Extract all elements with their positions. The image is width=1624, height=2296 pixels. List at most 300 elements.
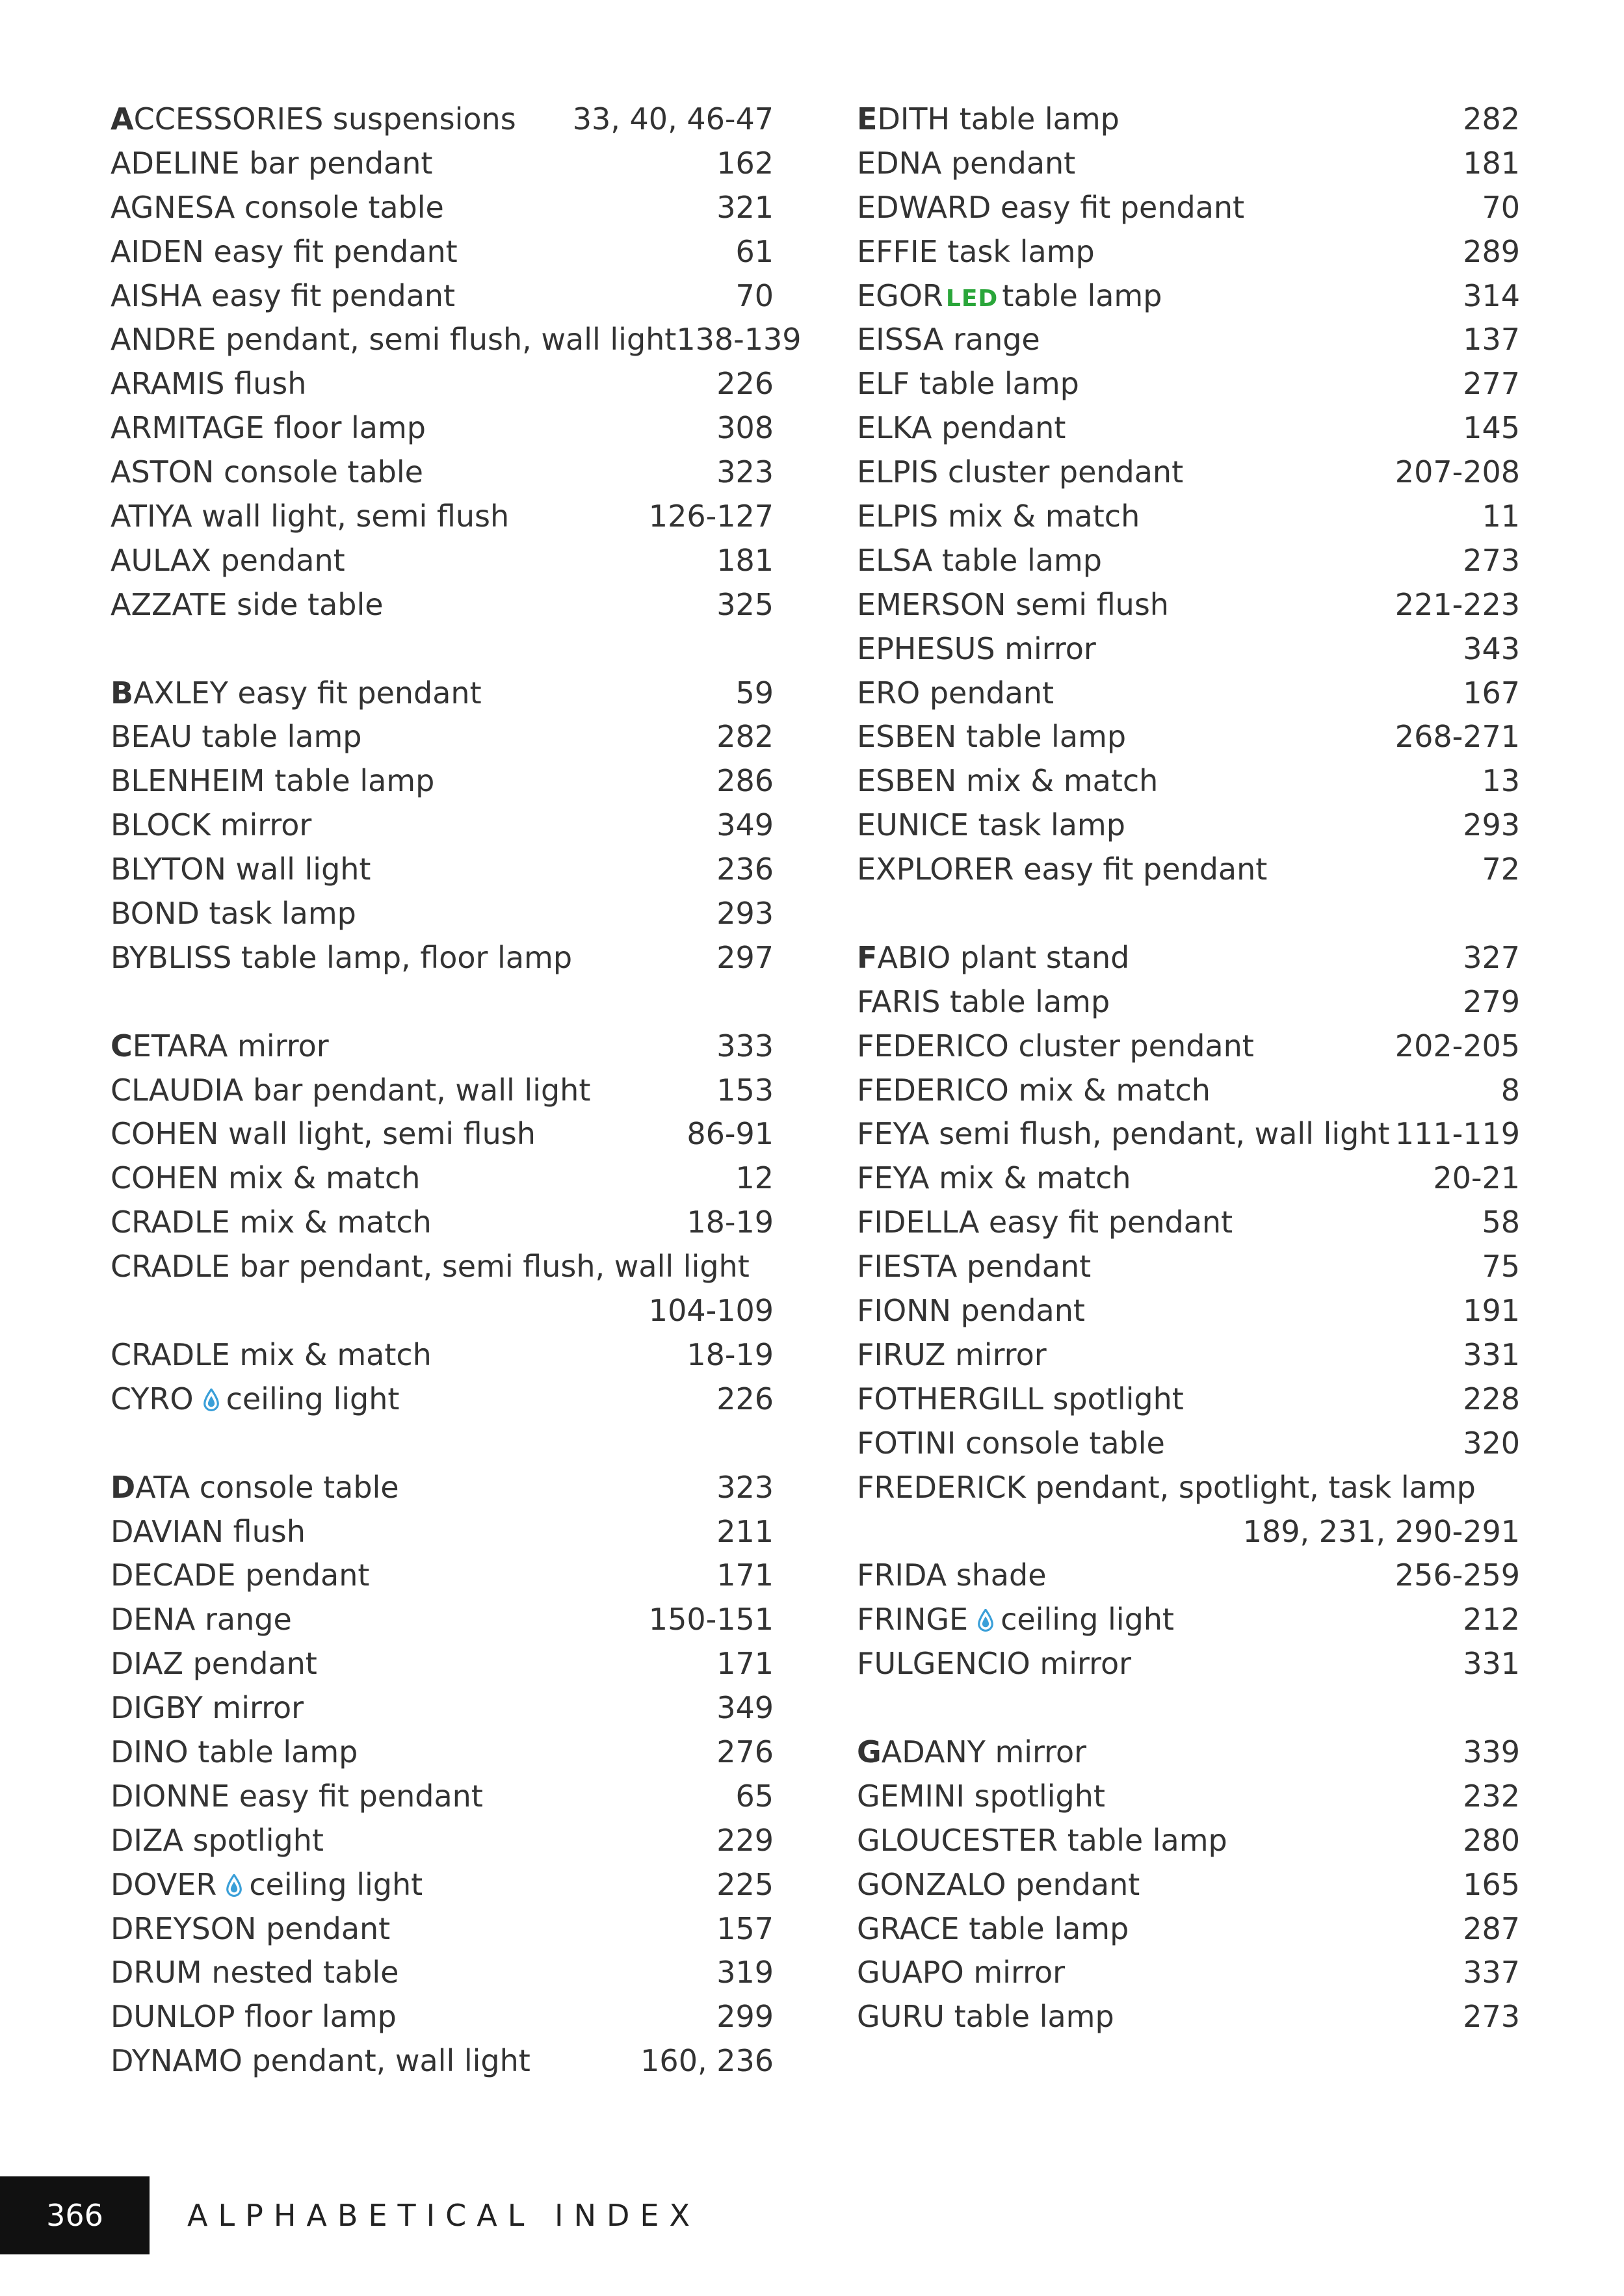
entry-pages: 75 bbox=[1482, 1249, 1520, 1285]
entry-pages: 236 bbox=[716, 852, 774, 887]
section-initial-letter: B bbox=[111, 675, 134, 711]
index-entry bbox=[857, 1156, 1520, 1201]
entry-pages: 86-91 bbox=[687, 1116, 774, 1152]
entry-pages: 319 bbox=[716, 1955, 774, 1990]
entry-pages: 167 bbox=[1463, 675, 1520, 711]
index-entry bbox=[111, 1201, 774, 1245]
index-entry bbox=[111, 1377, 774, 1422]
entry-name bbox=[111, 672, 482, 716]
entry-pages: 337 bbox=[1463, 1955, 1520, 1990]
section-initial-letter: F bbox=[857, 939, 878, 975]
entry-title: DIZA spotlight bbox=[111, 1822, 324, 1858]
entry-pages: 349 bbox=[716, 1690, 774, 1726]
entry-title: FOTHERGILL spotlight bbox=[857, 1381, 1184, 1416]
entry-title: EDWARD easy fit pendant bbox=[857, 189, 1245, 225]
entry-pages: 70 bbox=[735, 278, 774, 313]
entry-title: DENA range bbox=[111, 1602, 292, 1637]
entry-title: AGNESA console table bbox=[111, 189, 444, 225]
index-entry bbox=[857, 1069, 1520, 1113]
entry-title: EUNICE task lamp bbox=[857, 807, 1125, 843]
entry-pages: 72 bbox=[1482, 852, 1520, 887]
entry-title: FRIDA shade bbox=[857, 1558, 1047, 1593]
index-entry bbox=[857, 230, 1520, 274]
entry-pages: 225 bbox=[716, 1866, 774, 1902]
index-entry bbox=[857, 1245, 1520, 1289]
entry-title: BYBLISS table lamp, floor lamp bbox=[111, 939, 573, 975]
entry-pages: 331 bbox=[1463, 1337, 1520, 1372]
entry-title-suffix: ceiling light bbox=[226, 1381, 400, 1416]
index-entry bbox=[857, 583, 1520, 627]
entry-name bbox=[857, 980, 1110, 1024]
entry-title: CCESSORIES suspensions bbox=[133, 101, 516, 137]
entry-title: EISSA range bbox=[857, 322, 1040, 358]
section-initial-letter: D bbox=[111, 1469, 136, 1505]
entry-pages: 33, 40, 46-47 bbox=[572, 101, 774, 137]
index-entry bbox=[111, 362, 774, 406]
index-entry bbox=[857, 1333, 1520, 1377]
entry-pages: 308 bbox=[716, 410, 774, 446]
entry-title: ARAMIS flush bbox=[111, 366, 307, 402]
entry-name bbox=[111, 362, 306, 406]
entry-pages: 207-208 bbox=[1395, 454, 1520, 490]
entry-pages: 282 bbox=[1463, 101, 1520, 137]
index-column-right bbox=[857, 98, 1520, 2039]
entry-pages: 331 bbox=[1463, 1646, 1520, 1682]
entry-pages: 286 bbox=[716, 763, 774, 799]
entry-name bbox=[111, 1554, 369, 1598]
entry-pages: 339 bbox=[1463, 1734, 1520, 1769]
entry-pages: 343 bbox=[1463, 631, 1520, 666]
index-entry bbox=[857, 98, 1520, 142]
entry-pages: 276 bbox=[716, 1734, 774, 1769]
entry-name bbox=[857, 1642, 1131, 1686]
index-entry bbox=[857, 1377, 1520, 1422]
entry-pages: 138-139 bbox=[676, 322, 802, 358]
entry-title: GUAPO mirror bbox=[857, 1955, 1066, 1990]
entry-pages: 181 bbox=[1463, 145, 1520, 181]
index-entry bbox=[857, 1730, 1520, 1775]
entry-name bbox=[111, 1333, 432, 1377]
entry-pages: 320 bbox=[1463, 1425, 1520, 1461]
entry-name bbox=[111, 715, 362, 759]
section-initial-letter: A bbox=[111, 101, 134, 137]
entry-pages: 13 bbox=[1482, 763, 1520, 799]
water-drop-icon bbox=[203, 1389, 220, 1412]
entry-title: FEDERICO cluster pendant bbox=[857, 1028, 1254, 1063]
entry-name bbox=[857, 1156, 1131, 1201]
entry-title: ARMITAGE floor lamp bbox=[111, 410, 426, 446]
index-entry bbox=[857, 1466, 1520, 1510]
entry-pages: 171 bbox=[716, 1558, 774, 1593]
index-entry bbox=[111, 1554, 774, 1598]
index-column-left bbox=[111, 98, 802, 2083]
index-entry bbox=[857, 627, 1520, 672]
index-entry bbox=[857, 1422, 1520, 1466]
index-entry bbox=[111, 892, 774, 936]
section-initial-letter: G bbox=[857, 1734, 882, 1769]
entry-title: ESBEN mix & match bbox=[857, 763, 1159, 799]
entry-pages: 126-127 bbox=[648, 499, 774, 534]
entry-title: AIDEN easy fit pendant bbox=[111, 233, 458, 269]
letter-spacer bbox=[111, 1422, 774, 1466]
index-entry bbox=[111, 759, 774, 803]
entry-name bbox=[857, 1819, 1227, 1863]
entry-pages: 221-223 bbox=[1395, 586, 1520, 622]
entry-name bbox=[857, 362, 1079, 406]
entry-name bbox=[111, 1024, 329, 1069]
entry-name bbox=[111, 1245, 750, 1289]
entry-name bbox=[111, 1377, 399, 1422]
entry-title: FIDELLA easy fit pendant bbox=[857, 1205, 1233, 1240]
entry-title: COHEN wall light, semi flush bbox=[111, 1116, 536, 1152]
index-entry bbox=[857, 1863, 1520, 1907]
entry-name bbox=[857, 1863, 1140, 1907]
entry-pages: 297 bbox=[716, 939, 774, 975]
entry-pages: 160, 236 bbox=[640, 2043, 774, 2079]
entry-title: ADANY mirror bbox=[881, 1734, 1087, 1769]
index-entry bbox=[857, 406, 1520, 450]
index-entry bbox=[111, 1112, 774, 1156]
entry-title: ATA console table bbox=[135, 1469, 399, 1505]
entry-title: ESBEN table lamp bbox=[857, 719, 1127, 755]
entry-pages: 18-19 bbox=[687, 1205, 774, 1240]
entry-name bbox=[857, 1951, 1065, 1995]
index-entry bbox=[111, 274, 774, 319]
index-entry bbox=[111, 1863, 774, 1907]
entry-title: EGOR bbox=[857, 278, 943, 313]
entry-name bbox=[111, 1907, 390, 1951]
entry-name bbox=[857, 1554, 1047, 1598]
entry-title: CYRO bbox=[111, 1381, 194, 1416]
index-entry bbox=[111, 1907, 774, 1951]
entry-title: ASTON console table bbox=[111, 454, 423, 490]
entry-title-suffix: ceiling light bbox=[249, 1866, 423, 1902]
entry-title: DIONNE easy fit pendant bbox=[111, 1778, 483, 1814]
entry-name bbox=[857, 1377, 1184, 1422]
index-entry bbox=[857, 1819, 1520, 1863]
entry-title: FREDERICK pendant, spotlight, task lamp bbox=[857, 1469, 1476, 1505]
letter-spacer bbox=[857, 892, 1520, 936]
entry-title: FOTINI console table bbox=[857, 1425, 1165, 1461]
index-entry bbox=[111, 142, 774, 186]
entry-title: ELKA pendant bbox=[857, 410, 1066, 446]
entry-name bbox=[111, 1775, 483, 1819]
index-entry bbox=[111, 1642, 774, 1686]
entry-name bbox=[111, 1156, 420, 1201]
entry-pages: 211 bbox=[716, 1513, 774, 1549]
index-entry bbox=[857, 1201, 1520, 1245]
entry-title: DOVER bbox=[111, 1866, 217, 1902]
entry-title: ELPIS mix & match bbox=[857, 499, 1140, 534]
entry-name bbox=[111, 1863, 423, 1907]
entry-name bbox=[857, 495, 1140, 539]
entry-name bbox=[857, 583, 1169, 627]
entry-name bbox=[111, 98, 516, 142]
entry-pages: 327 bbox=[1463, 939, 1520, 975]
entry-name bbox=[857, 1775, 1105, 1819]
entry-name bbox=[111, 1598, 292, 1642]
entry-name bbox=[111, 1995, 397, 2039]
entry-pages: 325 bbox=[716, 586, 774, 622]
entry-name bbox=[857, 230, 1095, 274]
entry-pages: 226 bbox=[716, 366, 774, 402]
entry-pages: 226 bbox=[716, 1381, 774, 1416]
entry-pages: 268-271 bbox=[1395, 719, 1520, 755]
index-entry bbox=[111, 1951, 774, 1995]
entry-pages: 323 bbox=[716, 454, 774, 490]
index-entry bbox=[857, 1951, 1520, 1995]
entry-name bbox=[857, 1333, 1047, 1377]
entry-title: ADELINE bar pendant bbox=[111, 145, 433, 181]
entry-pages: 20-21 bbox=[1433, 1160, 1520, 1196]
entry-name bbox=[111, 1112, 536, 1156]
entry-title: DIAZ pendant bbox=[111, 1646, 317, 1682]
entry-pages: 202-205 bbox=[1395, 1028, 1520, 1063]
entry-title: DAVIAN flush bbox=[111, 1513, 306, 1549]
entry-pages: 273 bbox=[1463, 542, 1520, 578]
entry-name bbox=[857, 1422, 1165, 1466]
entry-pages: 280 bbox=[1463, 1822, 1520, 1858]
index-entry bbox=[857, 715, 1520, 759]
entry-title: BEAU table lamp bbox=[111, 719, 362, 755]
entry-pages: 157 bbox=[716, 1911, 774, 1946]
letter-spacer bbox=[857, 1686, 1520, 1730]
entry-title: COHEN mix & match bbox=[111, 1160, 421, 1196]
entry-title: EMERSON semi flush bbox=[857, 586, 1169, 622]
entry-name bbox=[857, 142, 1075, 186]
entry-name bbox=[111, 318, 676, 362]
entry-name bbox=[111, 1951, 399, 1995]
entry-title: GLOUCESTER table lamp bbox=[857, 1822, 1227, 1858]
entry-title: CRADLE bar pendant, semi flush, wall light bbox=[111, 1249, 750, 1285]
index-entry bbox=[111, 715, 774, 759]
entry-title: BLYTON wall light bbox=[111, 852, 371, 887]
entry-title: AISHA easy fit pendant bbox=[111, 278, 456, 313]
entry-name bbox=[857, 715, 1126, 759]
entry-name bbox=[857, 1069, 1211, 1113]
entry-name bbox=[857, 539, 1102, 583]
index-entry bbox=[111, 186, 774, 230]
entry-name bbox=[111, 450, 423, 495]
entry-pages: 293 bbox=[1463, 807, 1520, 843]
entry-pages: 273 bbox=[1463, 1999, 1520, 2035]
entry-pages: 282 bbox=[716, 719, 774, 755]
entry-pages: 229 bbox=[716, 1822, 774, 1858]
entry-name bbox=[857, 450, 1183, 495]
index-entry bbox=[857, 450, 1520, 495]
index-entry bbox=[111, 936, 774, 980]
index-entry bbox=[111, 583, 774, 627]
entry-title: ABIO plant stand bbox=[877, 939, 1130, 975]
index-entry bbox=[857, 1598, 1520, 1642]
index-entry bbox=[857, 142, 1520, 186]
entry-pages: 18-19 bbox=[687, 1337, 774, 1372]
entry-pages: 12 bbox=[735, 1160, 774, 1196]
entry-name bbox=[111, 1466, 399, 1510]
index-entry bbox=[111, 1024, 774, 1069]
entry-title: FIONN pendant bbox=[857, 1293, 1085, 1329]
entry-title: DIGBY mirror bbox=[111, 1690, 304, 1726]
entry-title: FARIS table lamp bbox=[857, 984, 1110, 1019]
entry-name bbox=[111, 848, 371, 892]
index-entry bbox=[857, 362, 1520, 406]
entry-title: DUNLOP floor lamp bbox=[111, 1999, 397, 2035]
entry-name bbox=[857, 274, 1162, 321]
entry-title: DRUM nested table bbox=[111, 1955, 399, 1990]
entry-name bbox=[111, 1069, 590, 1113]
index-entry bbox=[857, 848, 1520, 892]
index-entry bbox=[111, 1289, 774, 1333]
index-entry bbox=[111, 1686, 774, 1730]
entry-pages: 111-119 bbox=[1395, 1116, 1520, 1152]
entry-title: ETARA mirror bbox=[132, 1028, 329, 1063]
index-entry bbox=[111, 1775, 774, 1819]
letter-spacer bbox=[111, 627, 774, 672]
index-entry bbox=[857, 672, 1520, 716]
entry-name bbox=[857, 1024, 1254, 1069]
index-entry bbox=[857, 759, 1520, 803]
entry-pages: 279 bbox=[1463, 984, 1520, 1019]
entry-name bbox=[111, 583, 384, 627]
index-entry bbox=[111, 803, 774, 848]
entry-pages: 165 bbox=[1463, 1866, 1520, 1902]
entry-name bbox=[111, 2039, 530, 2083]
entry-pages: 8 bbox=[1500, 1072, 1520, 1108]
entry-name bbox=[857, 1466, 1476, 1510]
entry-pages: 323 bbox=[716, 1469, 774, 1505]
entry-name bbox=[111, 1819, 324, 1863]
entry-title: ELPIS cluster pendant bbox=[857, 454, 1184, 490]
entry-pages: 321 bbox=[716, 189, 774, 225]
index-entry bbox=[111, 672, 774, 716]
entry-title: BLOCK mirror bbox=[111, 807, 312, 843]
entry-title: GONZALO pendant bbox=[857, 1866, 1140, 1902]
entry-pages: 314 bbox=[1463, 278, 1520, 313]
entry-pages: 191 bbox=[1463, 1293, 1520, 1329]
index-entry bbox=[857, 803, 1520, 848]
entry-title: CRADLE mix & match bbox=[111, 1337, 432, 1372]
index-entry bbox=[111, 450, 774, 495]
entry-name bbox=[857, 186, 1244, 230]
index-entry bbox=[111, 1730, 774, 1775]
entry-name bbox=[857, 1598, 1174, 1642]
entry-pages: 61 bbox=[735, 233, 774, 269]
index-entry bbox=[857, 1907, 1520, 1951]
index-entry bbox=[857, 1995, 1520, 2039]
index-entry bbox=[857, 1554, 1520, 1598]
entry-title: AULAX pendant bbox=[111, 542, 345, 578]
entry-title: ERO pendant bbox=[857, 675, 1054, 711]
index-entry bbox=[857, 1775, 1520, 1819]
entry-pages: 70 bbox=[1482, 189, 1520, 225]
entry-name bbox=[111, 936, 572, 980]
index-entry bbox=[111, 230, 774, 274]
index-entry bbox=[857, 539, 1520, 583]
entry-title: AZZATE side table bbox=[111, 586, 384, 622]
entry-pages: 58 bbox=[1482, 1205, 1520, 1240]
index-entry bbox=[857, 186, 1520, 230]
section-initial-letter: E bbox=[857, 101, 878, 137]
entry-title: GURU table lamp bbox=[857, 1999, 1114, 2035]
index-entry bbox=[111, 848, 774, 892]
entry-name bbox=[111, 142, 432, 186]
entry-name bbox=[111, 539, 345, 583]
index-entry bbox=[857, 318, 1520, 362]
entry-title: CLAUDIA bar pendant, wall light bbox=[111, 1072, 591, 1108]
entry-title: FULGENCIO mirror bbox=[857, 1646, 1132, 1682]
entry-name bbox=[857, 98, 1120, 142]
entry-pages: 153 bbox=[716, 1072, 774, 1108]
section-title: ALPHABETICAL INDEX bbox=[187, 2198, 700, 2233]
entry-pages: 104-109 bbox=[648, 1293, 774, 1329]
entry-title: ATIYA wall light, semi flush bbox=[111, 499, 510, 534]
entry-pages: 293 bbox=[716, 896, 774, 932]
entry-name bbox=[111, 1730, 358, 1775]
entry-pages: 11 bbox=[1482, 499, 1520, 534]
index-entry bbox=[111, 1156, 774, 1201]
entry-title: ANDRE pendant, semi flush, wall light bbox=[111, 322, 677, 358]
entry-pages: 162 bbox=[716, 145, 774, 181]
entry-name bbox=[857, 936, 1129, 980]
entry-pages: 145 bbox=[1463, 410, 1520, 446]
index-entry bbox=[111, 1333, 774, 1377]
entry-name bbox=[857, 406, 1066, 450]
entry-pages: 228 bbox=[1463, 1381, 1520, 1416]
entry-pages: 59 bbox=[735, 675, 774, 711]
entry-pages: 65 bbox=[735, 1778, 774, 1814]
entry-title: BLENHEIM table lamp bbox=[111, 763, 435, 799]
index-entry bbox=[111, 2039, 774, 2083]
entry-title: FEYA semi flush, pendant, wall light bbox=[857, 1116, 1390, 1152]
index-entry bbox=[111, 1995, 774, 2039]
index-entry bbox=[111, 495, 774, 539]
section-initial-letter: C bbox=[111, 1028, 133, 1063]
index-entry bbox=[111, 1510, 774, 1554]
entry-title: FRINGE bbox=[857, 1602, 969, 1637]
index-entry bbox=[111, 406, 774, 450]
page-number: 366 bbox=[46, 2198, 103, 2233]
entry-title: FEDERICO mix & match bbox=[857, 1072, 1211, 1108]
entry-name bbox=[857, 1201, 1233, 1245]
entry-pages: 137 bbox=[1463, 322, 1520, 358]
entry-title: BOND task lamp bbox=[111, 896, 356, 932]
entry-pages: 287 bbox=[1463, 1911, 1520, 1946]
entry-name bbox=[857, 1907, 1129, 1951]
entry-pages: 299 bbox=[716, 1999, 774, 2035]
entry-title-suffix: table lamp bbox=[1002, 278, 1162, 313]
entry-title: EDNA pendant bbox=[857, 145, 1076, 181]
entry-name bbox=[111, 759, 434, 803]
entry-pages: 349 bbox=[716, 807, 774, 843]
entry-title: DITH table lamp bbox=[877, 101, 1120, 137]
index-entry bbox=[857, 274, 1520, 319]
entry-title: CRADLE mix & match bbox=[111, 1205, 432, 1240]
entry-title: FEYA mix & match bbox=[857, 1160, 1131, 1196]
entry-title: EPHESUS mirror bbox=[857, 631, 1096, 666]
entry-pages: 181 bbox=[716, 542, 774, 578]
entry-pages: 171 bbox=[716, 1646, 774, 1682]
entry-name bbox=[857, 803, 1125, 848]
entry-title: DREYSON pendant bbox=[111, 1911, 391, 1946]
entry-name bbox=[111, 803, 311, 848]
entry-title: GEMINI spotlight bbox=[857, 1778, 1105, 1814]
index-entry bbox=[857, 1024, 1520, 1069]
entry-name bbox=[111, 230, 458, 274]
entry-name bbox=[111, 892, 356, 936]
entry-name bbox=[857, 1245, 1091, 1289]
entry-name bbox=[111, 274, 455, 319]
entry-title: DINO table lamp bbox=[111, 1734, 358, 1769]
